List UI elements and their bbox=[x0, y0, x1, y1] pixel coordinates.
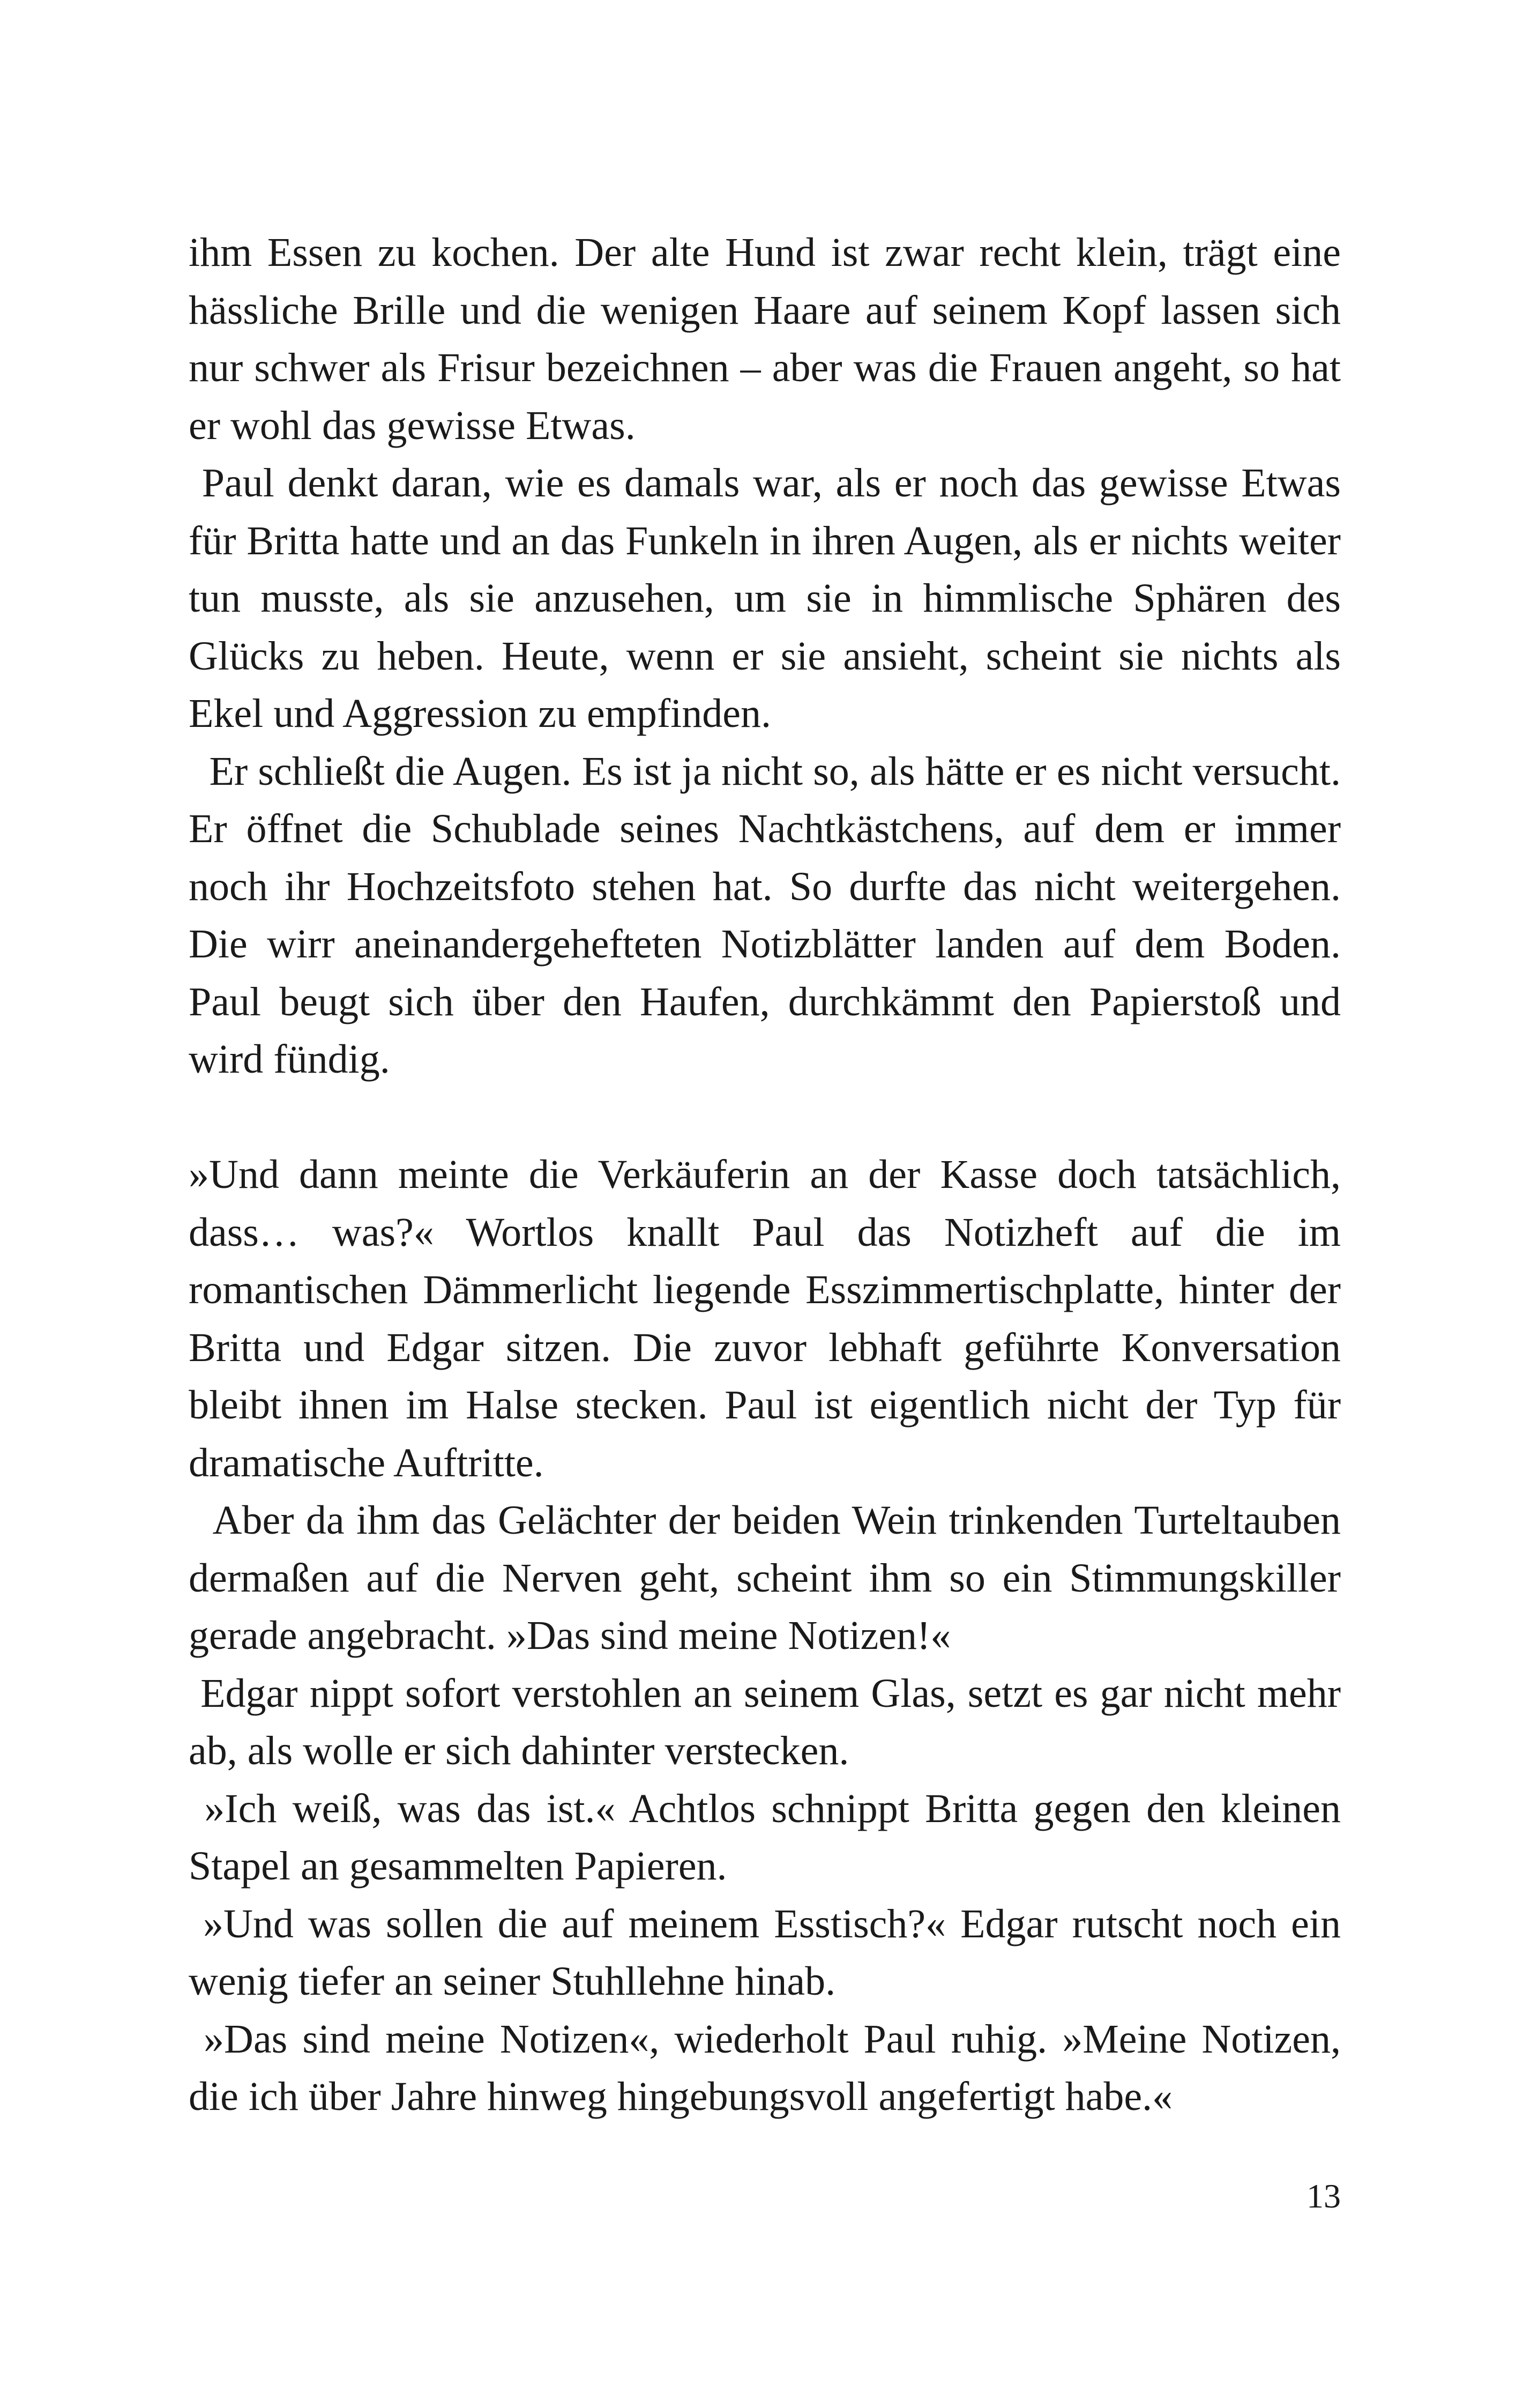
paragraph-9: »Das sind meine Notizen«, wiederholt Paul ruhig. »Meine Notizen, die ich über Jahre hinweg hingebungsvoll angefertigt habe.« bbox=[189, 2016, 1341, 2119]
paragraph-3: Er schließt die Augen. Es ist ja nicht so, als hätte er es nicht versucht. Er öffnet die Schublade seines Nachtkästchens, auf dem er immer noch ihr Hochzeitsfoto stehen hat. So durfte das nicht weitergehen. Die wirr aneinandergehefteten Notizblätter landen auf dem Boden. Paul beugt sich über den Haufen, durchkämmt den Papierstoß und wird fündig. bbox=[189, 748, 1341, 1082]
paragraph-7: »Ich weiß, was das ist.« Achtlos schnippt Britta gegen den kleinen Stapel an gesammelten Papieren. bbox=[189, 1786, 1341, 1889]
paragraph-1: ihm Essen zu kochen. Der alte Hund ist zwar recht klein, trägt eine hässliche Brille und die wenigen Haare auf seinem Kopf lassen sich nur schwer als Frisur bezeichnen – aber was die Frauen angeht, so hat er wohl das gewisse Etwas. bbox=[189, 230, 1341, 448]
paragraph-4: »Und dann meinte die Verkäuferin an der Kasse doch tatsächlich, dass… was?« Wortlos knallt Paul das Notizheft auf die im romantischen Dämmerlicht liegende Esszimmertischplatte, hinter der Britta und Edgar sitzen. Die zuvor lebhaft geführte Konversation bleibt ihnen im Halse stecken. Paul ist eigentlich nicht der Typ für dramatische Auftritte. bbox=[189, 1152, 1341, 1485]
section-break bbox=[189, 1089, 1341, 1147]
page-number: 13 bbox=[1307, 2177, 1341, 2215]
paragraph-6: Edgar nippt sofort verstohlen an seinem Glas, setzt es gar nicht mehr ab, als wolle er sich dahinter verstecken. bbox=[189, 1670, 1341, 1773]
paragraph-5: Aber da ihm das Gelächter der beiden Wein trinkenden Turteltauben dermaßen auf die Nerven geht, scheint ihm so ein Stimmungskiller gerade angebracht. »Das sind meine Notizen!« bbox=[189, 1498, 1341, 1658]
paragraph-2: Paul denkt daran, wie es damals war, als er noch das gewisse Etwas für Britta hatte und an das Funkeln in ihren Augen, als er nichts weiter tun musste, als sie anzusehen, um sie in himmlische Sphären des Glücks zu heben. Heute, wenn er sie ansieht, scheint sie nichts als Ekel und Aggression zu empfinden. bbox=[189, 460, 1341, 736]
body-text bbox=[189, 224, 1341, 2126]
paragraph-8: »Und was sollen die auf meinem Esstisch?« Edgar rutscht noch ein wenig tiefer an seiner Stuhllehne hinab. bbox=[189, 1901, 1341, 2004]
